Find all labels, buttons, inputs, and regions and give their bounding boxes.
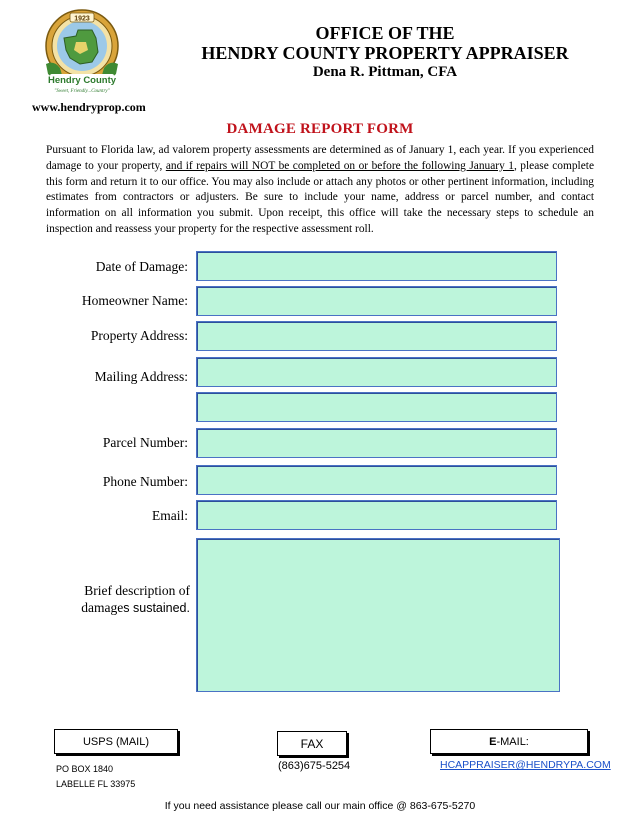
office-title-line2: HENDRY COUNTY PROPERTY APPRAISER bbox=[201, 43, 569, 63]
address-line2: LABELLE FL 33975 bbox=[56, 779, 136, 789]
homeowner-name-field[interactable] bbox=[196, 286, 557, 316]
date-of-damage-field[interactable] bbox=[196, 251, 557, 281]
damage-description-label-line2b: s sustained. bbox=[123, 601, 190, 615]
email-box bbox=[430, 729, 588, 754]
mailing-address-label: Mailing Address: bbox=[94, 369, 188, 384]
phone-number-field[interactable] bbox=[196, 465, 557, 495]
fax-number: (863)675-5254 bbox=[278, 760, 351, 772]
seal-name: Hendry County bbox=[47, 75, 117, 86]
email-label-rest: -MAIL: bbox=[496, 735, 529, 748]
mailing-address-field-line2[interactable] bbox=[196, 392, 557, 422]
property-address-label: Property Address: bbox=[90, 328, 188, 343]
seal-motto: "Sweet, Friendly...Country" bbox=[54, 89, 110, 94]
parcel-number-field[interactable] bbox=[196, 428, 557, 458]
parcel-number-label: Parcel Number: bbox=[102, 435, 188, 450]
damage-description-label-line2a: damage bbox=[81, 600, 124, 615]
office-title-line1: OFFICE OF THE bbox=[315, 23, 455, 43]
intro-text-part2: , please complete this form and return it to our office. You may also include or attach any photos or other pertinent information, including estimates from contractors or adjusters. Be sure to include your name, address or parcel number, and contact information on all information you submit. Upon receipt, this office will take the necessary steps to schedule an inspection and reassess your property for the respective assessment roll. bbox=[46, 159, 594, 235]
address-line1: PO BOX 1840 bbox=[56, 764, 114, 774]
email-field[interactable] bbox=[196, 500, 557, 530]
intro-underlined-text: and if repairs will NOT be completed on or before the following January 1 bbox=[165, 159, 514, 172]
email-address-link[interactable]: HCAPPRAISER@HENDRYPA.COM bbox=[440, 759, 611, 771]
email-label-e: E bbox=[489, 735, 497, 748]
property-address-field[interactable] bbox=[196, 321, 557, 351]
form-title: DAMAGE REPORT FORM bbox=[226, 121, 414, 137]
email-label: Email: bbox=[152, 508, 188, 523]
homeowner-name-label: Homeowner Name: bbox=[81, 293, 188, 308]
appraiser-name: Dena R. Pittman, CFA bbox=[312, 64, 458, 80]
mailing-address-block bbox=[56, 762, 135, 792]
damage-description-field[interactable] bbox=[196, 538, 560, 692]
phone-number-label: Phone Number: bbox=[102, 474, 188, 489]
damage-description-label bbox=[40, 582, 190, 617]
date-of-damage-label: Date of Damage: bbox=[95, 259, 188, 274]
intro-text-part1: Pursuant to Florida law, ad valorem property assessments are determined as of January 1, each year. If you experienced damage to your property, bbox=[46, 144, 594, 172]
damage-description-label-line1: Brief description of bbox=[84, 583, 190, 598]
assistance-note: If you need assistance please call our main office @ 863-675-5270 bbox=[164, 800, 476, 812]
mailing-address-field-line1[interactable] bbox=[196, 357, 557, 387]
intro-paragraph bbox=[46, 143, 594, 238]
seal-year: 1923 bbox=[74, 15, 90, 23]
website-link[interactable]: www.hendryprop.com bbox=[32, 100, 146, 114]
fax-box: FAX bbox=[277, 731, 347, 756]
usps-mail-box: USPS (MAIL) bbox=[54, 729, 178, 754]
hendry-county-seal-icon bbox=[40, 8, 124, 98]
